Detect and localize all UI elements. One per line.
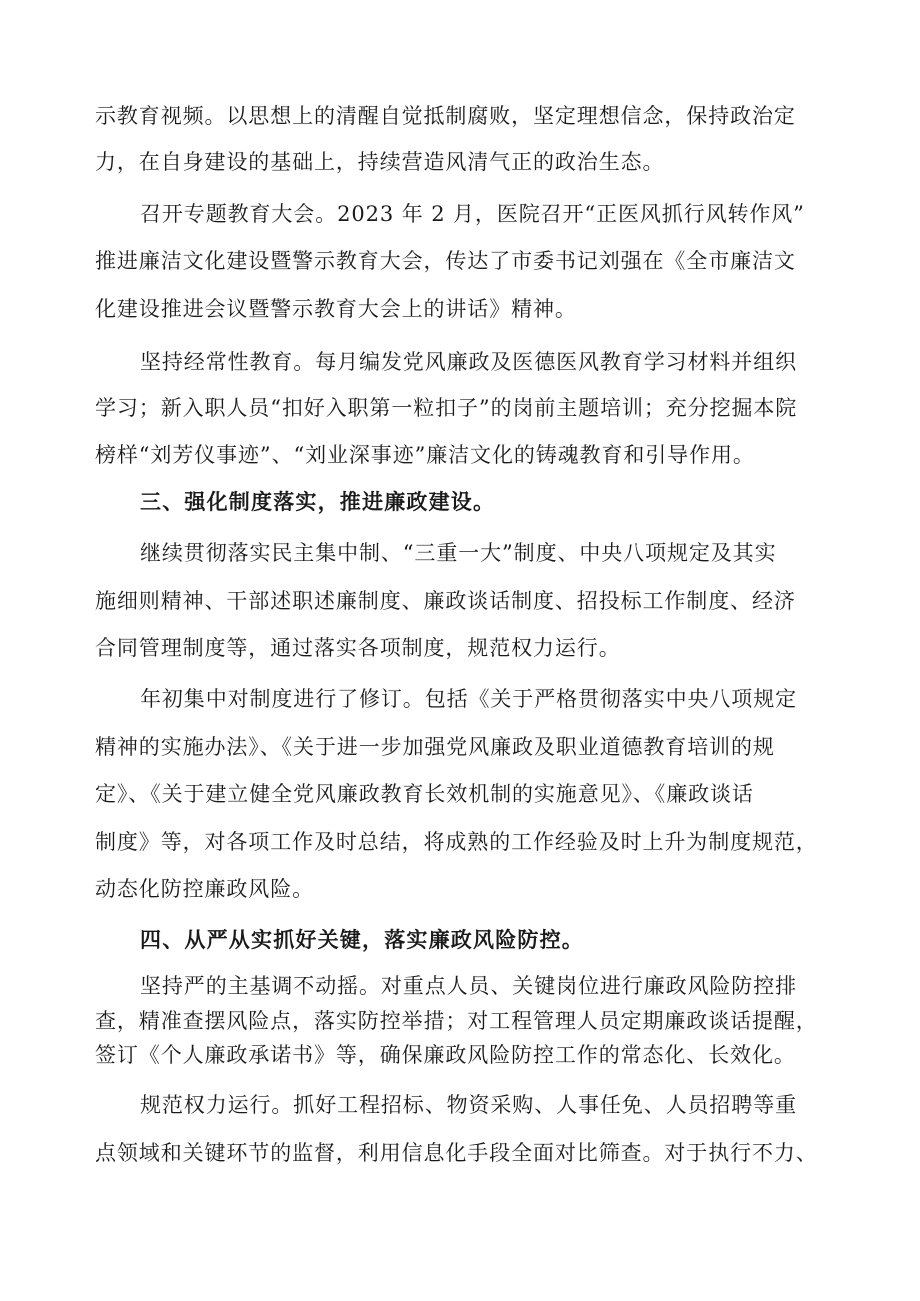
paragraph-first-line: 坚持经常性教育。每月编发党风廉政及医德医风教育学习材料并组织 (140, 350, 797, 374)
paragraph-first-line: 继续贯彻落实民主集中制、“三重一大”制度、中央八项规定及其实 (140, 541, 777, 565)
text-line: 精神的实施办法》、《关于进一步加强党风廉政及职业道德教育培训的规 (95, 735, 775, 759)
document-page (95, 0, 835, 1301)
text-line: 化建设推进会议暨警示教育大会上的讲话》精神。 (95, 297, 577, 321)
section-heading-3: 三、强化制度落实，推进廉政建设。 (140, 490, 496, 514)
text-line: 签订《个人廉政承诺书》等，确保廉政风险防控工作的常态化、长效化。 (95, 1043, 796, 1067)
text-line: 查，精准查摆风险点，落实防控举措；对工程管理人员定期廉政谈话提醒， (95, 1009, 818, 1033)
paragraph-first-line: 坚持严的主基调不动摇。对重点人员、关键岗位进行廉政风险防控排 (140, 974, 797, 998)
text-line: 施细则精神、干部述职述廉制度、廉政谈话制度、招投标工作制度、经济 (95, 589, 796, 613)
text-line: 榜样“刘芳仪事迹”、“刘业深事迹”廉洁文化的铸魂教育和引导作用。 (95, 443, 755, 467)
text-line: 动态化防控廉政风险。 (95, 877, 314, 901)
text-line: 示教育视频。以思想上的清醒自觉抵制腐败，坚定理想信念，保持政治定 (95, 104, 796, 128)
text-line: 推进廉洁文化建设暨警示教育大会，传达了市委书记刘强在《全市廉洁文 (95, 249, 796, 273)
text-line: 定》、《关于建立健全党风廉政教育长效机制的实施意见》、《廉政谈话 (95, 782, 754, 806)
paragraph-first-line: 召开专题教育大会。2023 年 2 月，医院召开“正医风抓行风转作风” (140, 202, 805, 226)
text-line: 点领域和关键环节的监督，利用信息化手段全面对比筛查。对于执行不力、 (95, 1141, 818, 1165)
section-heading-4: 四、从严从实抓好关键，落实廉政风险防控。 (140, 928, 584, 952)
paragraph-first-line: 年初集中对制度进行了修订。包括《关于严格贯彻落实中央八项规定 (140, 687, 797, 711)
text-line: 制度》等，对各项工作及时总结，将成熟的工作经验及时上升为制度规范， (95, 830, 818, 854)
paragraph-first-line: 规范权力运行。抓好工程招标、物资采购、人事任免、人员招聘等重 (140, 1093, 797, 1117)
text-line: 力，在自身建设的基础上，持续营造风清气正的政治生态。 (95, 150, 665, 174)
text-line: 合同管理制度等，通过落实各项制度，规范权力运行。 (95, 636, 621, 660)
text-line: 学习；新入职人员“扣好入职第一粒扣子”的岗前主题培训；充分挖掘本院 (95, 396, 798, 420)
